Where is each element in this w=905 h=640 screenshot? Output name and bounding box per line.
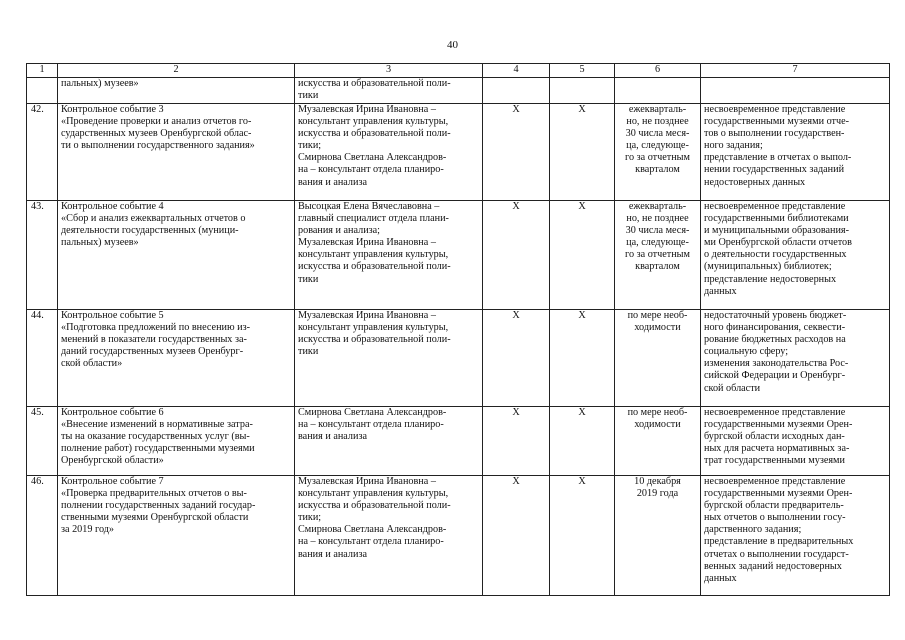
risks-cell: несвоевременное представление государственными музеями Орен- бургской области предваритель- ных отчетов о выполнении госу- дарственного задания; представление в предварительных отчетах о выполнении государст- венных заданий недостоверных данных — [701, 476, 890, 596]
responsible-cell: Смирнова Светлана Александров- на – консультант отдела планиро- вания и анализа — [295, 407, 483, 476]
risks-cell: несвоевременное представление государственными музеями отче- тов о выполнении государствен- ного задания; представление в отчетах о выпол- нении государственных заданий недостоверных данных — [701, 104, 890, 201]
column-header: 1 — [27, 64, 58, 78]
risks-cell: несвоевременное представление государственными музеями Орен- бургской области исходных дан- ных для расчета нормативных за- трат государственными музеями — [701, 407, 890, 476]
col5-cell: Х — [550, 104, 615, 201]
deadline-cell: по мере необ- ходимости — [615, 310, 701, 407]
column-header: 6 — [615, 64, 701, 78]
responsible-cell: Высоцкая Елена Вячеславовна – главный специалист отдела плани- рования и анализа; Музалевская Ирина Ивановна – консультант управления культуры, искусства и образовательной поли- тики — [295, 201, 483, 310]
col5-cell: Х — [550, 407, 615, 476]
table-row — [27, 104, 890, 201]
event-cell: Контрольное событие 4 «Сбор и анализ ежеквартальных отчетов о деятельности государственных (муници- пальных) музеев» — [58, 201, 295, 310]
col5-cell — [550, 78, 615, 104]
row-number: 46. — [27, 476, 58, 596]
table-row — [27, 476, 890, 596]
risks-cell: недостаточный уровень бюджет- ного финансирования, секвести- рование бюджетных расходов на социальную сферу; изменения законодательства Рос- сийской Федерации и Оренбург- ской области — [701, 310, 890, 407]
table-row — [27, 407, 890, 476]
deadline-cell — [615, 78, 701, 104]
row-number: 44. — [27, 310, 58, 407]
deadline-cell: 10 декабря 2019 года — [615, 476, 701, 596]
risks-cell: несвоевременное представление государственными библиотеками и муниципальными образования- ми Оренбургской области отчетов о деятельности государственных (муниципальных) библиотек; представление недостоверных данных — [701, 201, 890, 310]
table-row — [27, 78, 890, 104]
event-cell: Контрольное событие 5 «Подготовка предложений по внесению из- менений в показатели государственных за- даний государственных музеев Оренбург- ской области» — [58, 310, 295, 407]
row-number — [27, 78, 58, 104]
event-cell: Контрольное событие 6 «Внесение изменений в нормативные затра- ты на оказание государственных услуг (вы- полнение работ) государственными музеями Оренбургской области» — [58, 407, 295, 476]
risks-cell — [701, 78, 890, 104]
column-header: 3 — [295, 64, 483, 78]
control-events-table — [26, 63, 890, 596]
column-header: 7 — [701, 64, 890, 78]
col5-cell: Х — [550, 310, 615, 407]
col4-cell: Х — [483, 476, 550, 596]
column-header: 5 — [550, 64, 615, 78]
col4-cell: Х — [483, 201, 550, 310]
row-number: 45. — [27, 407, 58, 476]
responsible-cell: искусства и образовательной поли- тики — [295, 78, 483, 104]
col5-cell: Х — [550, 201, 615, 310]
row-number: 43. — [27, 201, 58, 310]
page-number: 40 — [447, 39, 458, 51]
col4-cell: Х — [483, 310, 550, 407]
responsible-cell: Музалевская Ирина Ивановна – консультант управления культуры, искусства и образовательной поли- тики; Смирнова Светлана Александров- на – консультант отдела планиро- вания и анализа — [295, 104, 483, 201]
deadline-cell: ежекварталь- но, не позднее 30 числа меся- ца, следующе- го за отчетным кварталом — [615, 104, 701, 201]
row-number: 42. — [27, 104, 58, 201]
column-header: 2 — [58, 64, 295, 78]
event-cell: Контрольное событие 3 «Проведение проверки и анализ отчетов го- сударственных музеев Оренбургской облас- ти о выполнении государственного задания» — [58, 104, 295, 201]
header-row — [27, 64, 890, 78]
responsible-cell: Музалевская Ирина Ивановна – консультант управления культуры, искусства и образовательной поли- тики — [295, 310, 483, 407]
table-row — [27, 201, 890, 310]
col4-cell: Х — [483, 407, 550, 476]
event-cell: пальных) музеев» — [58, 78, 295, 104]
col4-cell: Х — [483, 104, 550, 201]
column-header: 4 — [483, 64, 550, 78]
deadline-cell: ежекварталь- но, не позднее 30 числа меся- ца, следующе- го за отчетным кварталом — [615, 201, 701, 310]
col5-cell: Х — [550, 476, 615, 596]
responsible-cell: Музалевская Ирина Ивановна – консультант управления культуры, искусства и образовательной поли- тики; Смирнова Светлана Александров- на – консультант отдела планиро- вания и анализа — [295, 476, 483, 596]
table-row — [27, 310, 890, 407]
deadline-cell: по мере необ- ходимости — [615, 407, 701, 476]
col4-cell — [483, 78, 550, 104]
event-cell: Контрольное событие 7 «Проверка предварительных отчетов о вы- полнении государственных заданий государ- ственными музеями Оренбургской области за 2019 год» — [58, 476, 295, 596]
